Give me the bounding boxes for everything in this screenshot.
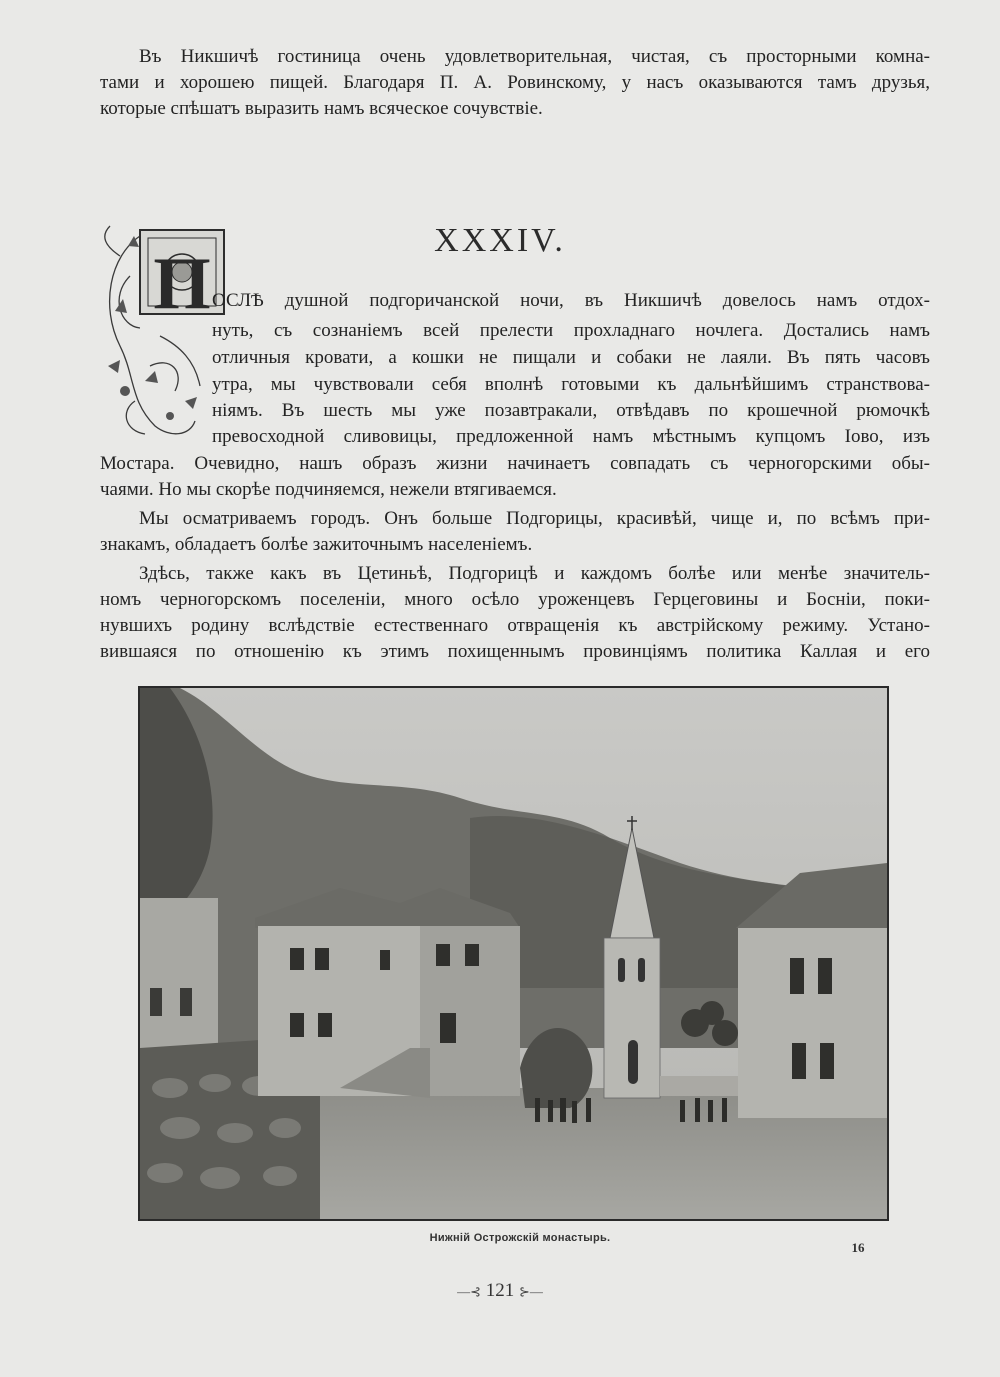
drop-cap-letter: П xyxy=(153,243,211,325)
paragraph-1-line-6: превосходной сливовицы, предложенной намъ мѣстнымъ купцомъ Іово, изъ xyxy=(212,426,930,447)
sheet-signature-number: 16 xyxy=(851,1240,865,1255)
paragraph-1-line-5: ніямъ. Въ шесть мы уже позавтракали, отвѣдавъ по крошечной рюмочкѣ xyxy=(212,400,930,421)
decorative-initial-letter xyxy=(100,216,228,441)
intro-line-3: которые спѣшатъ выразить намъ всяческое сочувствіе. xyxy=(100,98,543,119)
paragraph-3-line-4: вившаяся по отношенію къ этимъ похищеннымъ провинціямъ политика Каллая и его xyxy=(100,641,930,662)
paragraph-1-line-7: Мостара. Очевидно, нашъ образъ жизни начинаетъ совпадать съ черногорскими обы- xyxy=(100,453,930,474)
intro-line-1: Въ Никшичѣ гостиница очень удовлетворительная, чистая, съ просторными комна- xyxy=(139,46,930,67)
page-number-block xyxy=(440,1280,560,1302)
paragraph-1-line-2: нуть, съ сознаніемъ всей прелести прохладнаго ночлега. Достались намъ xyxy=(212,320,930,341)
floral-ornament-icon xyxy=(100,216,228,441)
chapter-heading: XXXIV. xyxy=(434,222,566,259)
paragraph-3-line-3: нувшихъ родину вслѣдствіе естественнаго отвращенія къ австрійскому режиму. Устано- xyxy=(100,615,930,636)
paragraph-2-line-1: Мы осматриваемъ городъ. Онъ больше Подгорицы, красивѣй, чище и, по всѣмъ при- xyxy=(139,508,930,529)
intro-line-2: тами и хорошею пищей. Благодаря П. А. Ровинскому, у насъ оказываются тамъ друзья, xyxy=(100,72,930,93)
paragraph-3-line-1: Здѣсь, также какъ въ Цетиньѣ, Подгорицѣ и каждомъ болѣе или менѣе значитель- xyxy=(139,563,930,584)
page-number: 121 xyxy=(485,1280,515,1301)
photo-caption: Нижній Острожскій монастырь. xyxy=(429,1232,611,1244)
paragraph-3-line-2: номъ черногорскомъ поселеніи, много осѣло уроженцевъ Герцеговины и Босніи, поки- xyxy=(100,589,930,610)
paragraph-1-line-8: чаями. Но мы скорѣе подчиняемся, нежели втягиваемся. xyxy=(100,479,557,500)
paragraph-1-line-3: отличныя кровати, а кошки не пищали и собаки не лаяли. Въ пять часовъ xyxy=(212,347,930,368)
monastery-photo-image xyxy=(140,688,887,1219)
paragraph-1-line-4: утра, мы чувствовали себя вполнѣ готовыми къ дальнѣйшимъ странствова- xyxy=(212,374,930,395)
ornament-right-icon: ⊱— xyxy=(519,1284,543,1299)
paragraph-2-line-2: знакамъ, обладаетъ болѣе зажиточнымъ населеніемъ. xyxy=(100,534,533,555)
monastery-photograph xyxy=(138,686,889,1221)
ornament-left-icon: —⊰ xyxy=(457,1284,481,1299)
paragraph-1-line-1: ОСЛѢ душной подгоричанской ночи, въ Никшичѣ довелось намъ отдох- xyxy=(212,290,930,311)
